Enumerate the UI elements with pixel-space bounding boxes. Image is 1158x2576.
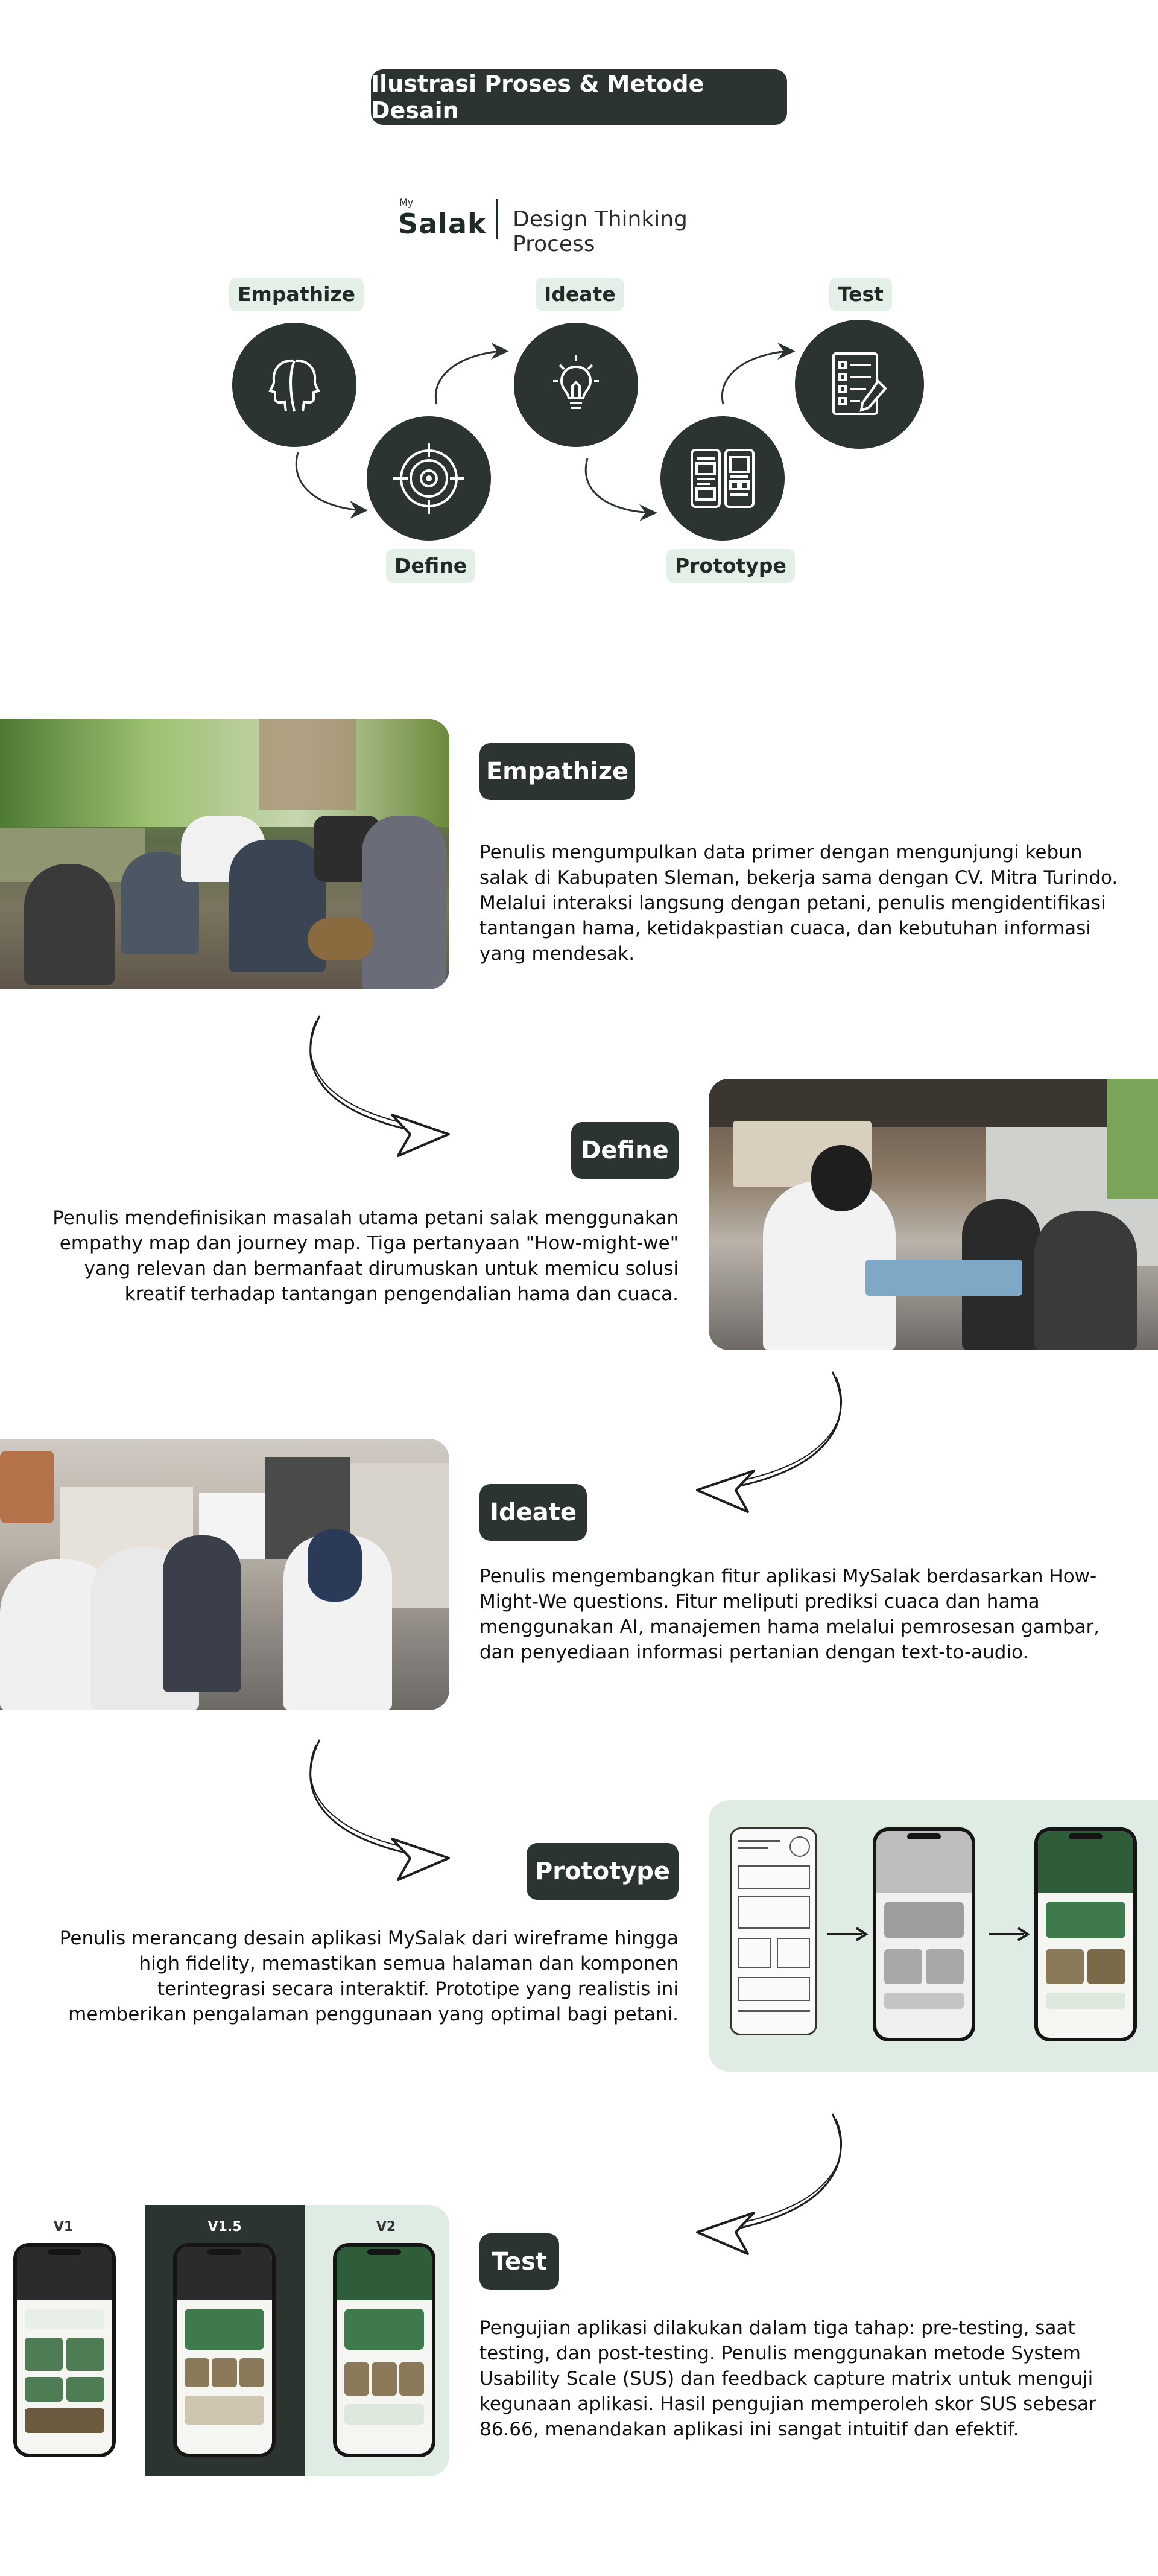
version-label-v1-5: V1.5 (207, 2219, 242, 2235)
arrow-to-test (688, 2111, 850, 2268)
section-tag-test: Test (479, 2233, 559, 2290)
section-tag-ideate: Ideate (479, 1484, 587, 1541)
empathize-line: Penulis mengumpulkan data primer dengan mengunjungi kebun (479, 842, 1083, 863)
test-line: kegunaan aplikasi. Hasil pengujian memperoleh skor SUS sebesar (479, 2393, 1096, 2415)
prototype-line: memberikan pengalaman penggunaan yang optimal bagi petani. (68, 2003, 679, 2025)
define-line: kreatif terhadap tantangan pengendalian hama dan cuaca. (124, 1283, 679, 1305)
arrow-to-define (302, 1014, 458, 1170)
test-line: Usability Scale (SUS) dan feedback capture matrix untuk menguji (479, 2368, 1093, 2390)
checklist-icon (820, 345, 899, 424)
high-fidelity-mockup (1034, 1827, 1137, 2041)
empathize-line: Melalui interaksi langsung dengan petani, penulis mengidentifikasi (479, 892, 1106, 914)
prototype-showcase (709, 1800, 1158, 2072)
sketch-wireframe (730, 1827, 817, 2035)
ideate-photo (0, 1439, 449, 1710)
define-line: empathy map dan journey map. Tiga pertanyaan "How-might-we" (59, 1232, 679, 1254)
lightbulb-icon (540, 349, 612, 421)
test-line: 86.66, menandakan aplikasi ini sangat intuitif dan efektif. (479, 2419, 1019, 2440)
empathize-line: yang mendesak. (479, 943, 635, 965)
ideate-description (479, 1564, 1119, 1665)
grayscale-mockup (873, 1827, 975, 2041)
ideate-icon-circle (514, 323, 638, 447)
mysalak-logo: Salak (398, 208, 487, 240)
test-line: testing, dan post-testing. Penulis menggunakan metode System (479, 2343, 1081, 2364)
test-line: Pengujian aplikasi dilakukan dalam tiga tahap: pre-testing, saat (479, 2317, 1075, 2339)
empathize-photo (0, 719, 449, 989)
mockup-v1 (13, 2243, 116, 2457)
arrow-empathize-define (290, 446, 380, 525)
stage-label-test: Test (829, 278, 892, 311)
stage-label-define: Define (386, 549, 475, 583)
stage-label-empathize: Empathize (229, 278, 364, 311)
brand-my-text: My (399, 197, 414, 208)
section-tag-define: Define (571, 1122, 679, 1179)
empathize-line: tantangan hama, ketidakpastian cuaca, dan kebutuhan informasi (479, 918, 1091, 939)
define-line: yang relevan dan bermanfaat dirumuskan untuk memicu solusi (84, 1258, 679, 1280)
brand-header (398, 192, 772, 256)
mockup-v2 (333, 2243, 435, 2457)
version-label-v2: V2 (376, 2219, 396, 2235)
prototype-line: Penulis merancang desain aplikasi MySalak dari wireframe hingga (59, 1927, 679, 1949)
stage-label-prototype: Prototype (666, 549, 795, 583)
arrow-define-ideate (428, 338, 519, 410)
ideate-line: dan penyediaan informasi pertanian dengan text-to-audio. (479, 1642, 1029, 1663)
prototype-line: terintegrasi secara interaktif. Prototipe yang realistis ini (157, 1978, 679, 2000)
test-versions-showcase (0, 2205, 449, 2476)
test-description (479, 2315, 1119, 2442)
arrow-right-icon (988, 1927, 1030, 1941)
empathize-line: salak di Kabupaten Sleman, bekerja sama dengan CV. Mitra Turindo. (479, 867, 1118, 889)
two-heads-icon (258, 349, 331, 421)
ideate-line: Penulis mengembangkan fitur aplikasi MySalak berdasarkan How- (479, 1566, 1097, 1587)
arrow-to-ideate (688, 1369, 850, 1526)
define-line: Penulis mendefinisikan masalah utama petani salak menggunakan (52, 1207, 679, 1229)
test-icon-circle (795, 320, 924, 449)
arrow-prototype-test (715, 338, 805, 410)
define-photo (709, 1079, 1158, 1350)
brand-divider (496, 199, 498, 239)
process-title: Design Thinking Process (513, 207, 688, 256)
section-tag-prototype: Prototype (527, 1843, 679, 1900)
ideate-line: Might-We questions. Fitur meliputi prediksi cuaca dan hama (479, 1591, 1040, 1613)
define-description (48, 1205, 679, 1307)
version-label-v1: V1 (53, 2219, 74, 2235)
target-icon (390, 439, 468, 518)
empathize-description (479, 840, 1119, 966)
wireframe-phones-icon (683, 439, 762, 518)
arrow-ideate-prototype (579, 452, 669, 531)
prototype-line: high fidelity, memastikan semua halaman dan komponen (139, 1953, 679, 1975)
stage-label-ideate: Ideate (536, 278, 624, 311)
page-title: Ilustrasi Proses & Metode Desain (371, 69, 787, 125)
section-tag-empathize: Empathize (479, 743, 635, 800)
prototype-icon-circle (660, 416, 785, 541)
ideate-line: menggunakan AI, manajemen hama melalui pemrosesan gambar, (479, 1616, 1100, 1638)
define-icon-circle (367, 416, 491, 541)
empathize-icon-circle (232, 323, 356, 447)
arrow-right-icon (826, 1927, 868, 1941)
prototype-description (48, 1926, 679, 2027)
arrow-to-prototype (302, 1737, 458, 1894)
mockup-v1-5 (173, 2243, 276, 2457)
